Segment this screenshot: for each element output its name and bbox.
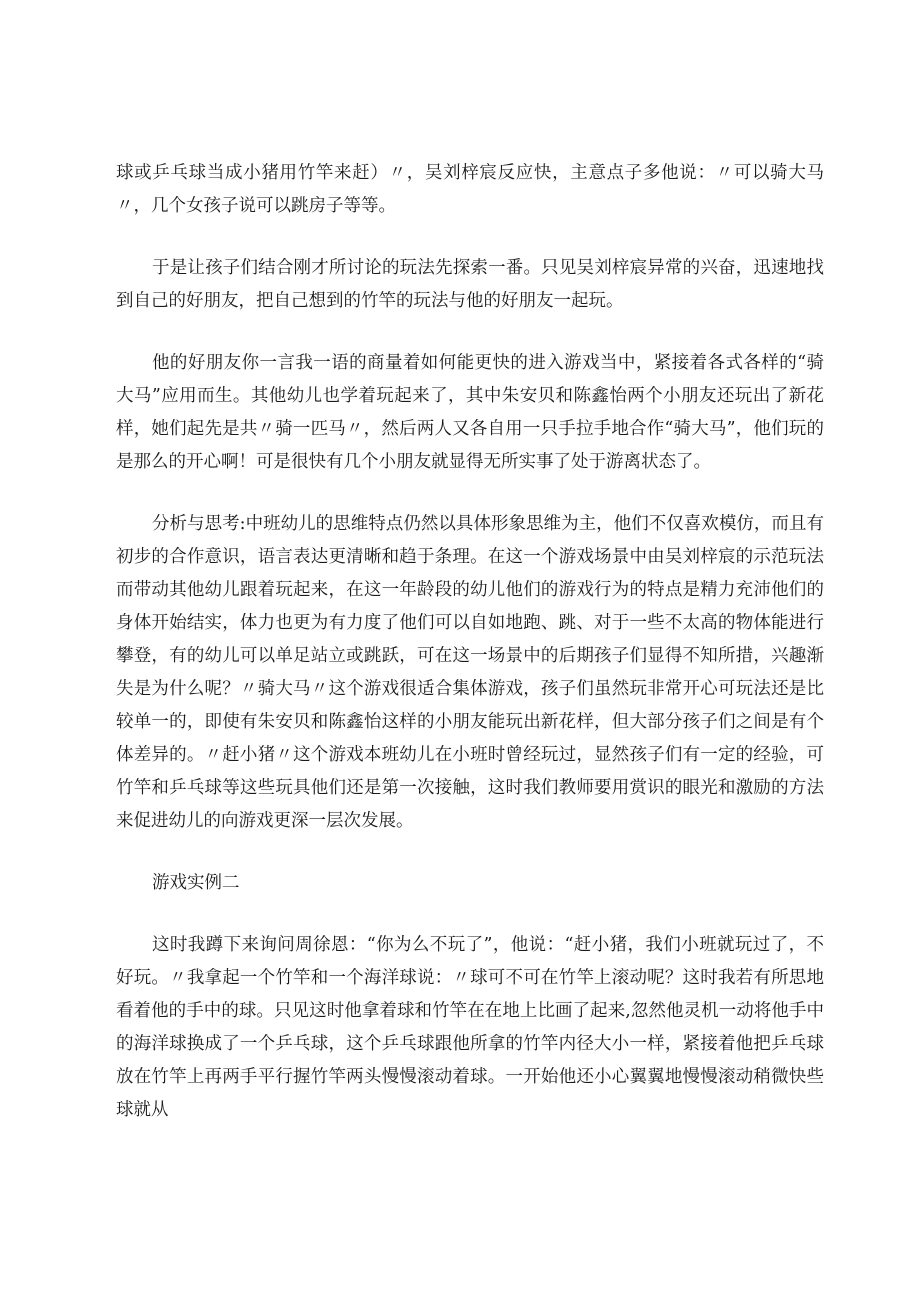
paragraph-2: 于是让孩子们结合刚才所讨论的玩法先探索一番。只见吴刘梓宸异常的兴奋，迅速地找到自己的好朋友，把自己想到的竹竿的玩法与他的好朋友一起玩。 [116, 258, 824, 311]
section-heading-game-example-2: 游戏实例二 [152, 873, 240, 893]
paragraph-3: 他的好朋友你一言我一语的商量着如何能更快的进入游戏当中，紧接着各式各样的“骑大马”应用而生。其他幼儿也学着玩起来了，其中朱安贝和陈鑫怡两个小朋友还玩出了新花样，她们起先是共〃骑一匹马〃，然后两人又各自用一只手拉手地合作“骑大马”，他们玩的是那么的开心啊！可是很快有几个小朋友就显得无所实事了处于游离状态了。 [116, 353, 824, 472]
paragraph-5: 这时我蹲下来询问周徐恩：“你为么不玩了”，他说：“赶小猪，我们小班就玩过了，不好玩。〃我拿起一个竹竿和一个海洋球说：〃球可不可在竹竿上滚动呢？这时我若有所思地看着他的手中的球。只见这时他拿着球和竹竿在在地上比画了起来,忽然他灵机一动将他手中的海洋球换成了一个乒乓球，这个乒乓球跟他所拿的竹竿内径大小一样，紧接着他把乒乓球放在竹竿上再两手平行握竹竿两头慢慢滚动着球。一开始他还小心翼翼地慢慢滚动稍微快些球就从 [116, 935, 824, 1120]
paragraph-analysis: 分析与思考:中班幼儿的思维特点仍然以具体形象思维为主，他们不仅喜欢模仿，而且有初步的合作意识，语言表达更清晰和趋于条理。在这一个游戏场景中由吴刘梓宸的示范玩法而带动其他幼儿跟着玩起来，在这一年龄段的幼儿他们的游戏行为的特点是精力充沛他们的身体开始结实，体力也更为有力度了他们可以自如地跑、跳、对于一些不太高的物体能进行攀登，有的幼儿可以单足站立或跳跃，可在这一场景中的后期孩子们显得不知所措，兴趣渐失是为什么呢？〃骑大马〃这个游戏很适合集体游戏，孩子们虽然玩非常开心可玩法还是比较单一的，即使有朱安贝和陈鑫怡这样的小朋友能玩出新花样，但大部分孩子们之间是有个体差异的。〃赶小猪〃这个游戏本班幼儿在小班时曾经玩过，显然孩子们有一定的经验，可竹竿和乒乓球等这些玩具他们还是第一次接触，这时我们教师要用赏识的眼光和激励的方法来促进幼儿的向游戏更深一层次发展。 [116, 514, 824, 831]
document-page [116, 157, 824, 1127]
paragraph-1: 球或乒乓球当成小猪用竹竿来赶）〃，吴刘梓宸反应快，主意点子多他说：〃可以骑大马〃，几个女孩子说可以跳房子等等。 [116, 163, 824, 216]
